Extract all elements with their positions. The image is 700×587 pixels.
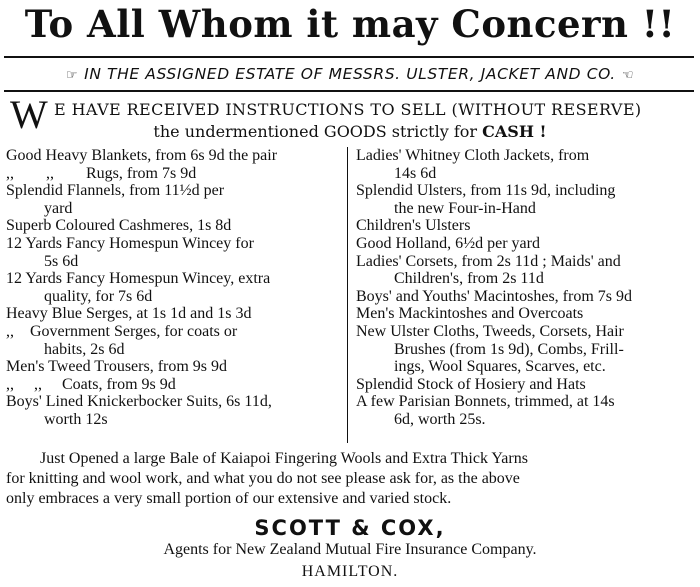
- list-item: [356, 323, 692, 376]
- pointing-hand-left-icon: ☜: [621, 68, 635, 83]
- list-item: [356, 147, 692, 182]
- drop-cap: W: [10, 92, 48, 137]
- list-item-continuation: quality, for 7s 6d: [44, 287, 153, 305]
- closing-paragraph: [6, 449, 696, 509]
- firm-name: SCOTT & COX,: [254, 516, 446, 540]
- town-name: HAMILTON.: [301, 563, 399, 580]
- estate-rule: [4, 90, 694, 92]
- list-item: Good Holland, 6½d per yard: [356, 234, 540, 252]
- list-item-continuation: 5s 6d: [44, 252, 79, 270]
- list-item: Children's Ulsters: [356, 217, 471, 235]
- list-item-continuation: worth 12s: [44, 410, 108, 428]
- right-column: [356, 147, 692, 429]
- list-item: [6, 393, 344, 428]
- list-item: Men's Mackintoshes and Overcoats: [356, 305, 584, 323]
- instructions-text: the undermentioned GOODS strictly for: [153, 122, 478, 141]
- list-item: ,, ,, Coats, from 9s 9d: [6, 375, 176, 393]
- list-item: [6, 323, 344, 358]
- list-item: Superb Coloured Cashmeres, 1s 8d: [6, 217, 232, 235]
- list-item: Heavy Blue Serges, at 1s 1d and 1s 3d: [6, 305, 252, 323]
- pointing-hand-right-icon: ☞: [65, 68, 79, 83]
- list-item-continuation: habits, 2s 6d: [44, 340, 125, 358]
- list-item: Boys' and Youths' Macintoshes, from 7s 9d: [356, 287, 632, 305]
- list-item-text: 12 Yards Fancy Homespun Wincey for: [6, 234, 254, 252]
- list-item: [356, 182, 692, 217]
- list-item: Splendid Stock of Hosiery and Hats: [356, 375, 586, 393]
- headline: To All Whom it may Concern !!: [24, 2, 676, 46]
- estate-line: [0, 64, 700, 86]
- list-item-text: New Ulster Cloths, Tweeds, Corsets, Hair: [356, 322, 624, 340]
- left-column: [6, 147, 344, 429]
- list-item-text: Ladies' Whitney Cloth Jackets, from: [356, 147, 590, 164]
- list-item-continuation: 6d, worth 25s.: [394, 410, 486, 428]
- closing-line: for knitting and wool work, and what you do not see please ask for, as the above: [6, 470, 520, 487]
- list-item-continuation: yard: [44, 199, 73, 217]
- list-item-continuation: 14s 6d: [394, 164, 437, 182]
- cash-label: CASH !: [482, 122, 547, 141]
- list-item-continuation: Brushes (from 1s 9d), Combs, Frill-: [394, 340, 624, 358]
- list-item: Good Heavy Blankets, from 6s 9d the pair: [6, 147, 278, 164]
- list-item: Men's Tweed Trousers, from 9s 9d: [6, 358, 228, 376]
- instructions-line-2: [0, 121, 700, 143]
- list-item-text: ,, Government Serges, for coats or: [6, 322, 238, 340]
- agents-line: Agents for New Zealand Mutual Fire Insurance Company.: [163, 541, 537, 558]
- list-item-continuation: ings, Wool Squares, Scarves, etc.: [394, 358, 606, 376]
- top-rule: [4, 56, 694, 58]
- list-item-text: A few Parisian Bonnets, trimmed, at 14s: [356, 393, 615, 411]
- list-item: [6, 235, 344, 270]
- column-divider: [347, 147, 348, 443]
- closing-line: Just Opened a large Bale of Kaiapoi Fingering Wools and Extra Thick Yarns: [40, 450, 528, 467]
- estate-text: IN THE ASSIGNED ESTATE OF MESSRS. ULSTER, JACKET AND CO.: [84, 65, 616, 83]
- list-item: [356, 253, 692, 288]
- list-item: [6, 270, 344, 305]
- list-item-text: Boys' Lined Knickerbocker Suits, 6s 11d,: [6, 393, 272, 411]
- list-item-text: 12 Yards Fancy Homespun Wincey, extra: [6, 270, 271, 288]
- closing-line: only embraces a very small portion of our extensive and varied stock.: [6, 490, 452, 507]
- list-item: [6, 182, 344, 217]
- list-item: [356, 393, 692, 428]
- list-item-continuation: Children's, from 2s 11d: [394, 270, 544, 288]
- list-item-text: Splendid Ulsters, from 11s 9d, including: [356, 182, 616, 200]
- list-item-continuation: the new Four-in-Hand: [394, 199, 536, 217]
- list-item-text: Splendid Flannels, from 11½d per: [6, 182, 225, 200]
- instructions-line-1: E HAVE RECEIVED INSTRUCTIONS TO SELL (WITHOUT RESERVE): [54, 100, 642, 119]
- list-item: ,, ,, Rugs, from 7s 9d: [6, 164, 197, 182]
- list-item-text: Ladies' Corsets, from 2s 11d ; Maids' and: [356, 252, 621, 270]
